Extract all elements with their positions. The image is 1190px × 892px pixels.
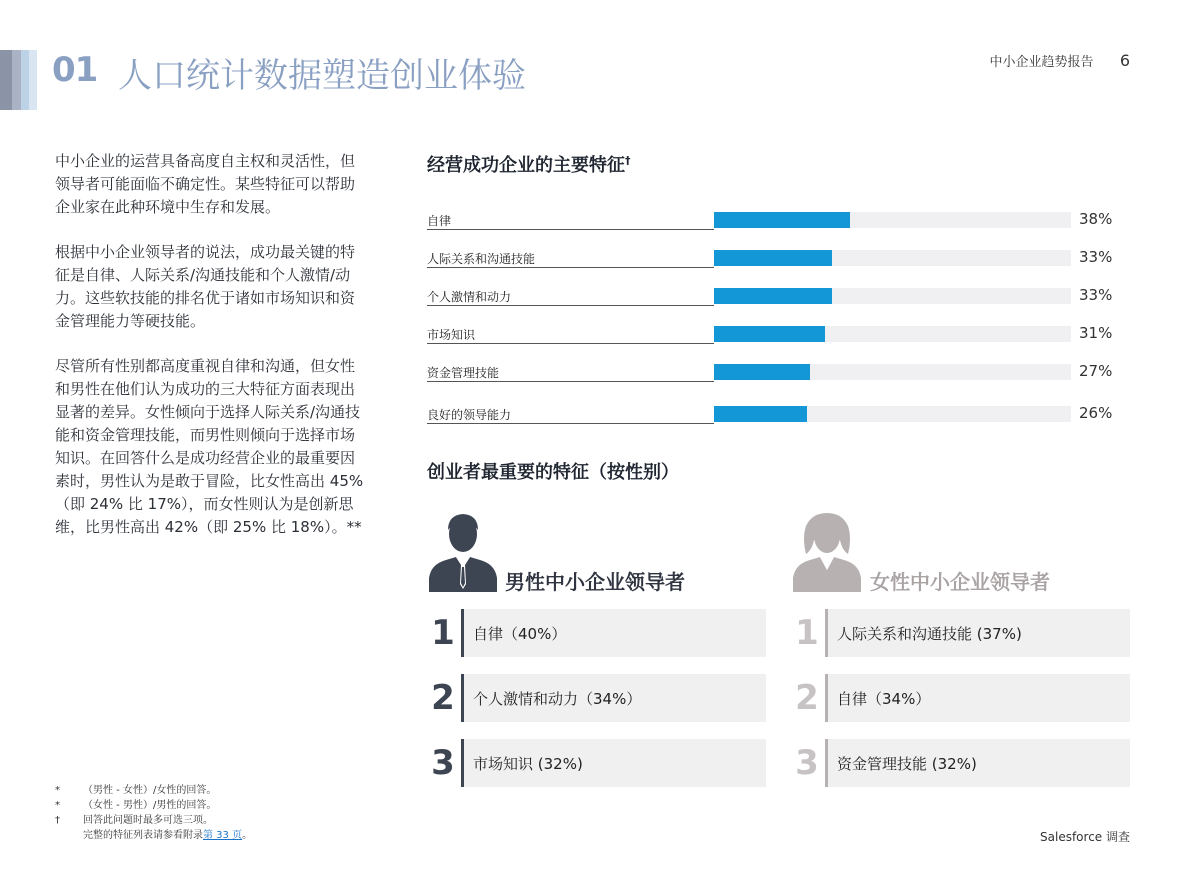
bar-row [427, 406, 1117, 430]
rank-number: 2 [431, 678, 455, 718]
bar-track [714, 364, 1071, 380]
rank-text: 市场知识 (32%) [473, 755, 583, 773]
bar [714, 364, 810, 380]
bar-row [427, 326, 1117, 350]
chart-title: 经营成功企业的主要特征† [427, 154, 631, 176]
female-rank-1 [792, 609, 1135, 657]
bar-underline [427, 305, 714, 306]
female-rank-2 [792, 674, 1135, 722]
paragraph: 尽管所有性别都高度重视自律和沟通，但女性和男性在他们认为成功的三大特征方面表现出显著的差异。女性倾向于选择人际关系/沟通技能和资金管理技能，而男性则倾向于选择市场知识。在回答什么是成功经营企业的最重要因素时，男性认为是敢于冒险，比女性高出 45%（即 24% 比 17%），而女性则认为是创新思维，比男性高出 42%（即 25% 比 18%）。** [55, 357, 364, 536]
male-person-icon [428, 510, 498, 592]
page-title: 人口统计数据塑造创业体验 [118, 56, 526, 96]
rank-number: 1 [431, 613, 455, 653]
bar-underline [427, 267, 714, 268]
bar-underline [427, 343, 714, 344]
bar-underline [427, 423, 714, 424]
gender-section-title: 创业者最重要的特征（按性别） [427, 462, 679, 483]
female-leaders-label: 女性中小企业领导者 [870, 570, 1050, 594]
male-leaders-label: 男性中小企业领导者 [505, 570, 685, 594]
rank-text: 人际关系和沟通技能 (37%) [837, 625, 1022, 643]
rank-number: 1 [795, 613, 819, 653]
bar-label: 人际关系和沟通技能 [427, 252, 536, 266]
bar [714, 212, 850, 228]
section-color-stripes [0, 50, 40, 110]
male-rank-1 [428, 609, 771, 657]
rank-number: 3 [795, 743, 819, 783]
male-rank-3 [428, 739, 771, 787]
bar-value-label: 33% [1079, 286, 1113, 304]
bar-label: 良好的领导能力 [427, 408, 512, 422]
paragraph: 中小企业的运营具备高度自主权和灵活性，但领导者可能面临不确定性。某些特征可以帮助企业家在此种环境中生存和发展。 [55, 152, 356, 216]
bar-underline [427, 229, 714, 230]
bar-row [427, 250, 1117, 274]
bar-track [714, 288, 1071, 304]
rank-number: 2 [795, 678, 819, 718]
bar-label: 自律 [427, 214, 452, 228]
paragraph: 根据中小企业领导者的说法，成功最关键的特征是自律、人际关系/沟通技能和个人激情/动力。这些软技能的排名优于诸如市场知识和资金管理能力等硬技能。 [55, 243, 356, 330]
footnotes [55, 783, 395, 843]
bar [714, 326, 825, 342]
bar [714, 288, 832, 304]
bar-track [714, 326, 1071, 342]
body-text [55, 150, 365, 561]
section-number: 01 [52, 50, 98, 90]
rank-text: 自律（34%） [837, 690, 931, 708]
dagger-mark: † [625, 154, 631, 167]
footnote: † 回答此问题时最多可选三项。 [55, 815, 213, 826]
page-number: 6 [1119, 51, 1130, 70]
bar-value-label: 38% [1079, 210, 1113, 228]
footnote: * （女性 - 男性）/男性的回答。 [55, 800, 217, 811]
report-title: 中小企业趋势报告 [989, 55, 1094, 70]
bar-value-label: 27% [1079, 362, 1113, 380]
report-header [990, 51, 1130, 70]
bar-track [714, 406, 1071, 422]
footnote: 完整的特征列表请参看附录第 33 页。 [83, 830, 253, 841]
female-person-icon [792, 510, 862, 592]
bar-label: 资金管理技能 [427, 366, 500, 380]
bar-value-label: 31% [1079, 324, 1113, 342]
female-rank-3 [792, 739, 1135, 787]
rank-number: 3 [431, 743, 455, 783]
bar [714, 250, 832, 266]
bar-track [714, 212, 1071, 228]
rank-text: 自律（40%） [473, 625, 567, 643]
bar [714, 406, 807, 422]
rank-text: 个人激情和动力（34%） [473, 690, 642, 708]
bar-value-label: 26% [1079, 404, 1113, 422]
bar-label: 个人激情和动力 [427, 290, 512, 304]
bar-label: 市场知识 [427, 328, 476, 342]
bar-underline [427, 381, 714, 382]
bar-row [427, 288, 1117, 312]
bar-value-label: 33% [1079, 248, 1113, 266]
bar-row [427, 212, 1117, 236]
source-label: Salesforce 调查 [1040, 830, 1130, 844]
footnote: * （男性 - 女性）/女性的回答。 [55, 785, 217, 796]
bar-track [714, 250, 1071, 266]
bar-row [427, 364, 1117, 388]
rank-text: 资金管理技能 (32%) [837, 755, 977, 773]
male-rank-2 [428, 674, 771, 722]
appendix-link[interactable]: 第 33 页 [203, 830, 243, 841]
